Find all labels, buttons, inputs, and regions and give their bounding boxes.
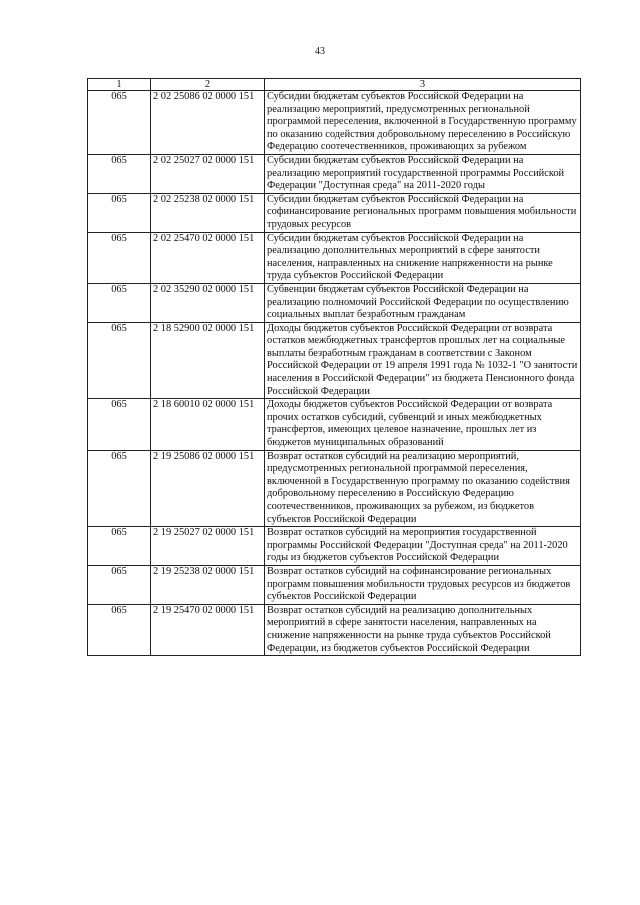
- revenue-description-cell: Возврат остатков субсидий на мероприятия государственной программы Российской Федерации "Доступная среда" на 2011-2020 годы из бюджетов субъектов Российской Федерации: [265, 527, 581, 566]
- admin-code-cell: 065: [88, 604, 151, 655]
- revenue-code-cell: 2 02 25470 02 0000 151: [151, 232, 265, 283]
- column-header-1: 1: [88, 79, 151, 91]
- table-row: [88, 91, 581, 155]
- table-row: [88, 154, 581, 193]
- table-row: [88, 565, 581, 604]
- column-header-2: 2: [151, 79, 265, 91]
- revenue-code-cell: 2 18 52900 02 0000 151: [151, 322, 265, 399]
- table-row: [88, 450, 581, 527]
- admin-code-cell: 065: [88, 232, 151, 283]
- admin-code-cell: 065: [88, 399, 151, 450]
- revenue-code-cell: 2 19 25027 02 0000 151: [151, 527, 265, 566]
- table-row: [88, 604, 581, 655]
- page-number: 43: [315, 46, 325, 57]
- revenue-code-cell: 2 02 25027 02 0000 151: [151, 154, 265, 193]
- table-row: [88, 527, 581, 566]
- revenue-description-cell: Доходы бюджетов субъектов Российской Федерации от возврата остатков межбюджетных трансфертов прошлых лет на социальные выплаты безработным гражданам в соответствии с Законом Российской Федерации от 19 апреля 1991 года № 1032-1 "О занятости населения в Российской Федерации" из бюджета Пенсионного фонда Российской Федерации: [265, 322, 581, 399]
- table-row: [88, 283, 581, 322]
- revenue-code-cell: 2 02 35290 02 0000 151: [151, 283, 265, 322]
- admin-code-cell: 065: [88, 91, 151, 155]
- revenue-description-cell: Субсидии бюджетам субъектов Российской Федерации на реализацию мероприятий, предусмотренных региональной программой переселения, включенной в Государственную программу по оказанию содействия добровольному переселению в Российскую Федерацию соотечественников, проживающих за рубежом: [265, 91, 581, 155]
- revenue-description-cell: Доходы бюджетов субъектов Российской Федерации от возврата прочих остатков субсидий, субвенций и иных межбюджетных трансфертов, имеющих целевое назначение, прошлых лет из бюджетов муниципальных образований: [265, 399, 581, 450]
- revenue-code-cell: 2 02 25238 02 0000 151: [151, 193, 265, 232]
- admin-code-cell: 065: [88, 527, 151, 566]
- revenue-code-cell: 2 19 25470 02 0000 151: [151, 604, 265, 655]
- admin-code-cell: 065: [88, 565, 151, 604]
- revenue-description-cell: Субвенции бюджетам субъектов Российской Федерации на реализацию полномочий Российской Федерации по осуществлению социальных выплат безработным гражданам: [265, 283, 581, 322]
- revenue-description-cell: Возврат остатков субсидий на софинансирование региональных программ повышения мобильности трудовых ресурсов из бюджетов субъектов Российской Федерации: [265, 565, 581, 604]
- table-row: [88, 232, 581, 283]
- revenue-description-cell: Субсидии бюджетам субъектов Российской Федерации на реализацию дополнительных мероприятий в сфере занятости населения, направленных на снижение напряженности на рынке труда субъектов Российской Федерации: [265, 232, 581, 283]
- table-row: [88, 322, 581, 399]
- admin-code-cell: 065: [88, 154, 151, 193]
- admin-code-cell: 065: [88, 322, 151, 399]
- revenue-description-cell: Возврат остатков субсидий на реализацию мероприятий, предусмотренных региональной программой переселения, включенной в Государственную программу по оказанию содействия добровольному переселению в Российскую Федерацию соотечественников, проживающих за рубежом, из бюджетов субъектов Российской Федерации: [265, 450, 581, 527]
- admin-code-cell: 065: [88, 450, 151, 527]
- budget-classification-table: [87, 78, 581, 656]
- table-row: [88, 399, 581, 450]
- revenue-description-cell: Субсидии бюджетам субъектов Российской Федерации на софинансирование региональных программ повышения мобильности трудовых ресурсов: [265, 193, 581, 232]
- revenue-description-cell: Возврат остатков субсидий на реализацию дополнительных мероприятий в сфере занятости населения, направленных на снижение напряженности на рынке труда субъектов Российской Федерации, из бюджетов субъектов Российской Федерации: [265, 604, 581, 655]
- admin-code-cell: 065: [88, 193, 151, 232]
- revenue-code-cell: 2 02 25086 02 0000 151: [151, 91, 265, 155]
- admin-code-cell: 065: [88, 283, 151, 322]
- table-header-row: [88, 79, 581, 91]
- revenue-code-cell: 2 18 60010 02 0000 151: [151, 399, 265, 450]
- table-row: [88, 193, 581, 232]
- column-header-3: 3: [265, 79, 581, 91]
- revenue-description-cell: Субсидии бюджетам субъектов Российской Федерации на реализацию мероприятий государственной программы Российской Федерации "Доступная среда" на 2011-2020 годы: [265, 154, 581, 193]
- revenue-code-cell: 2 19 25238 02 0000 151: [151, 565, 265, 604]
- revenue-code-cell: 2 19 25086 02 0000 151: [151, 450, 265, 527]
